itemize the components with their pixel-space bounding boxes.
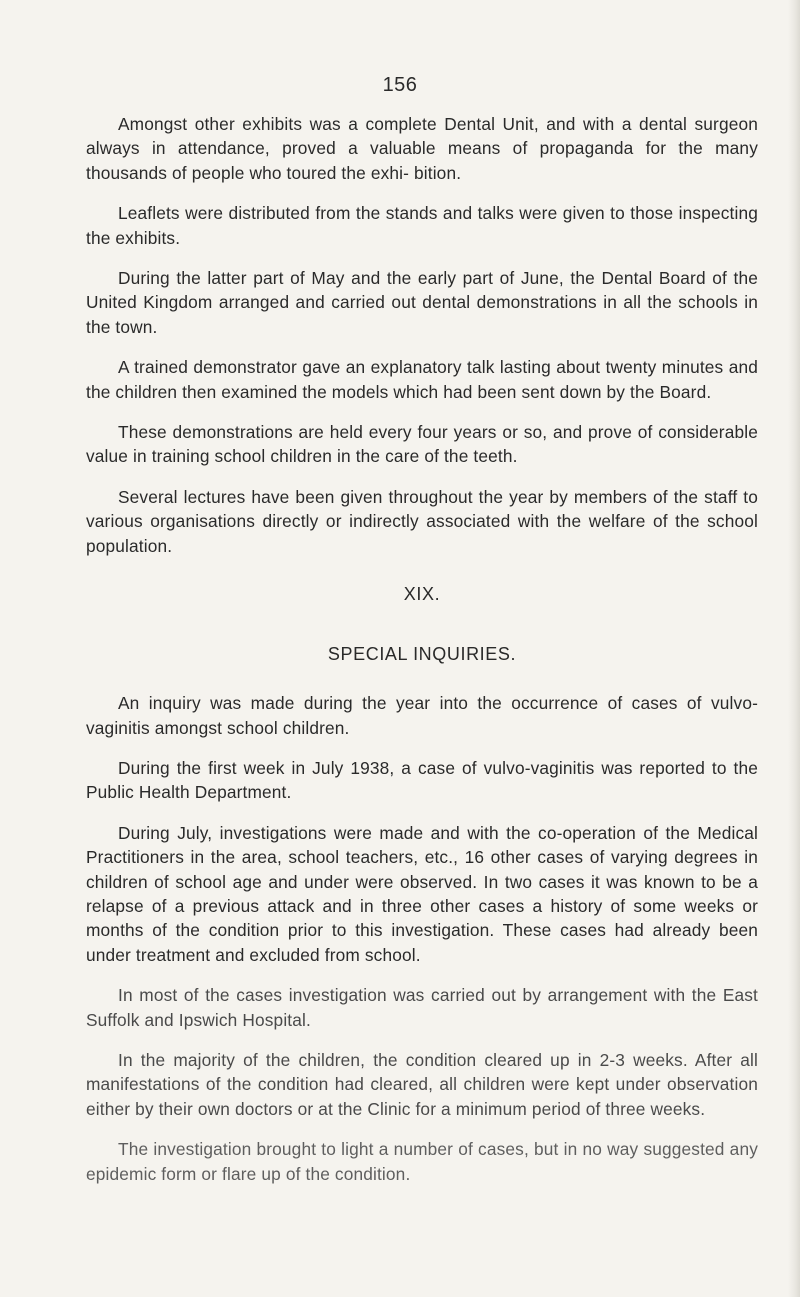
- paragraph-demonstrator: A trained demonstrator gave an explanatory talk lasting about twenty minutes and the children then examined the models which had been sent down by the Board.: [86, 357, 758, 402]
- paragraph-first-case: During the first week in July 1938, a case of vulvo-vaginitis was reported to the Public Health Department.: [86, 757, 758, 803]
- paragraph-hospital: In most of the cases investigation was carried out by arrangement with the East Suffolk and Ipswich Hospital.: [86, 985, 758, 1030]
- section-number: XIX.: [403, 584, 441, 605]
- paragraph-lectures: Several lectures have been given throughout the year by members of the staff to various organisations directly or indirectly associated with the welfare of the school population.: [86, 486, 758, 556]
- section-title: SPECIAL INQUIRIES.: [327, 644, 517, 665]
- paragraph-conclusion: The investigation brought to light a number of cases, but in no way suggested any epidemic form or flare up of the condition.: [86, 1139, 758, 1184]
- page-number: 156: [382, 74, 418, 96]
- paragraph-dental-board: During the latter part of May and the early part of June, the Dental Board of the United Kingdom arranged and carried out dental demonstrations in all the schools in the town.: [86, 268, 758, 337]
- paragraph-demonstrations-value: These demonstrations are held every four years or so, and prove of considerable value in training school children in the care of the teeth.: [86, 422, 758, 467]
- paragraph-inquiry: An inquiry was made during the year into the occurrence of cases of vulvo-vaginitis amongst school children.: [86, 693, 758, 738]
- page-edge-shadow: [788, 0, 800, 1297]
- paragraph-majority: In the majority of the children, the condition cleared up in 2-3 weeks. After all manifestations of the condition had cleared, all children were kept under observation either by their own doctors or at the Clinic for a minimum period of three weeks.: [86, 1049, 758, 1119]
- paragraph-investigations: During July, investigations were made and with the co-operation of the Medical Practitioners in the area, school teachers, etc., 16 other cases of varying degrees in children of school age and under were observed. In two cases it was known to be a relapse of a previous attack and in three other cases a history of some weeks or months of the condition prior to this investigation. These cases had already been under treatment and excluded from school.: [86, 822, 758, 965]
- body-text: [86, 112, 758, 1202]
- paragraph-dental-unit: Amongst other exhibits was a complete Dental Unit, and with a dental surgeon always in attendance, proved a valuable means of propaganda for the many thousands of people who toured the exhi- bition.: [86, 114, 758, 183]
- paragraph-leaflets: Leaflets were distributed from the stands and talks were given to those inspecting the exhibits.: [86, 203, 758, 248]
